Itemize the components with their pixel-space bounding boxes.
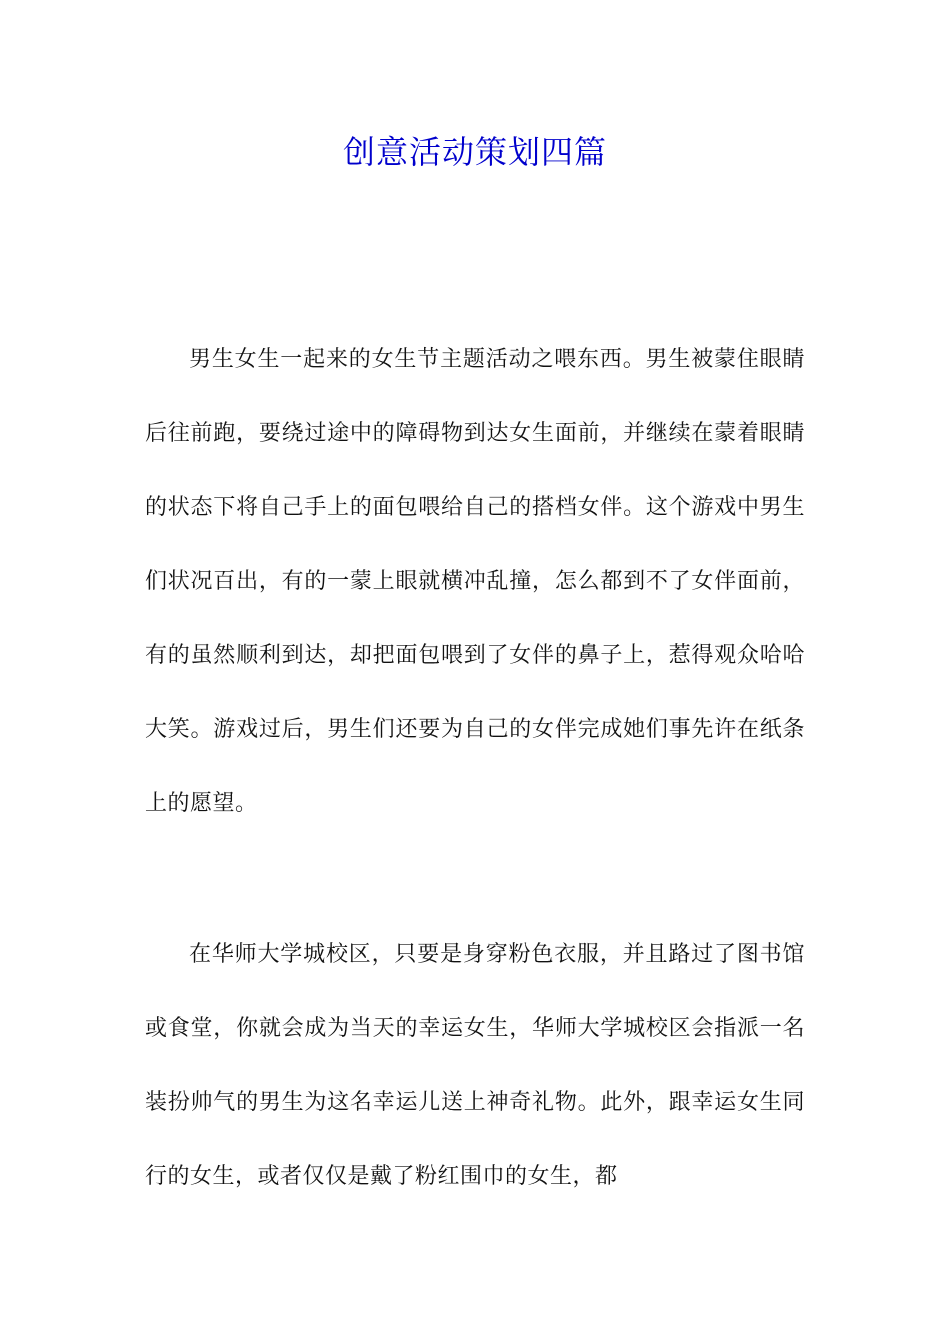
paragraph-2: 在华师大学城校区，只要是身穿粉色衣服，并且路过了图书馆或食堂，你就会成为当天的幸运女生，华师大学城校区会指派一名装扮帅气的男生为这名幸运儿送上神奇礼物。此外，跟幸运女生同行的女生，或者仅仅是戴了粉红围巾的女生，都 — [145, 942, 805, 1189]
document-title: 创意活动策划四篇 — [342, 133, 607, 171]
paragraph-1: 男生女生一起来的女生节主题活动之喂东西。男生被蒙住眼睛后往前跑，要绕过途中的障碍物到达女生面前，并继续在蒙着眼睛的状态下将自己手上的面包喂给自己的搭档女伴。这个游戏中男生们状况百出，有的一蒙上眼就横冲乱撞，怎么都到不了女伴面前，有的虽然顺利到达，却把面包喂到了女伴的鼻子上，惹得观众哈哈大笑。游戏过后，男生们还要为自己的女伴完成她们事先许在纸条上的愿望。 — [145, 347, 805, 816]
